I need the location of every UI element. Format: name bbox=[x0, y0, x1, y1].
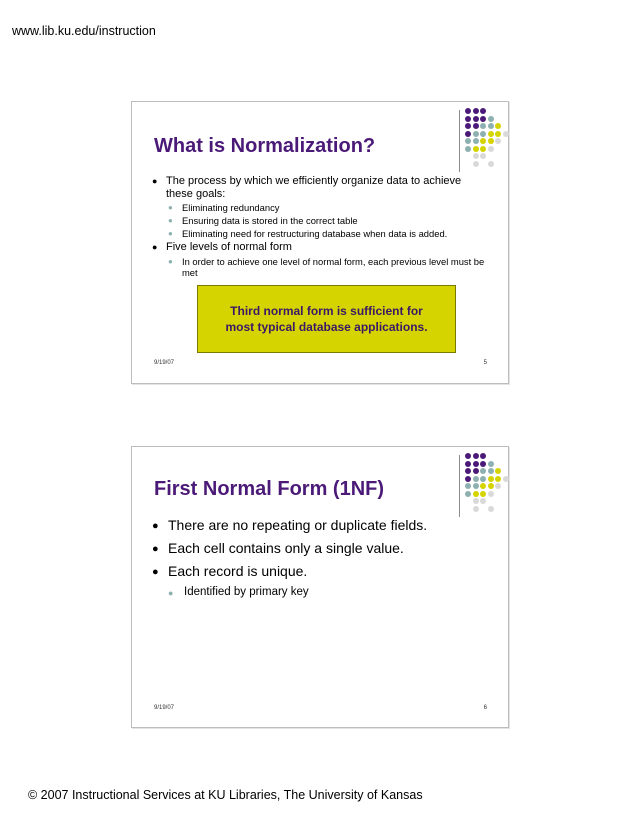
decorative-dot bbox=[488, 468, 494, 474]
slide-date: 9/19/07 bbox=[154, 360, 175, 366]
decorative-dot bbox=[495, 468, 501, 474]
decorative-dot bbox=[480, 146, 486, 152]
decorative-dot bbox=[473, 131, 479, 137]
sub-bullet-item: ● Eliminating need for restructuring database when data is added. bbox=[152, 228, 488, 239]
decorative-dot bbox=[488, 138, 494, 144]
decorative-dot bbox=[495, 483, 501, 489]
sub-bullet-item: ● Eliminating redundancy bbox=[152, 202, 488, 213]
sub-bullet-item: ● In order to achieve one level of normal form, each previous level must be met bbox=[152, 256, 488, 278]
decorative-dot bbox=[465, 108, 471, 114]
decorative-dot bbox=[488, 161, 494, 167]
decorative-dot bbox=[495, 138, 501, 144]
decorative-dot bbox=[473, 498, 479, 504]
slide-number: 6 bbox=[483, 705, 487, 711]
decorative-dot bbox=[480, 483, 486, 489]
slide-first-normal-form bbox=[131, 446, 509, 728]
bullet-item: ● Each cell contains only a single value. bbox=[152, 540, 488, 556]
decorative-dot bbox=[473, 153, 479, 159]
decorative-dot bbox=[495, 476, 501, 482]
decorative-dot bbox=[473, 116, 479, 122]
slide-what-is-normalization bbox=[131, 101, 509, 384]
decorative-dot bbox=[480, 453, 486, 459]
decorative-dot bbox=[465, 116, 471, 122]
decorative-dot bbox=[473, 138, 479, 144]
decorative-dot bbox=[473, 161, 479, 167]
decorative-dot bbox=[465, 131, 471, 137]
decorative-dot bbox=[488, 476, 494, 482]
decorative-dot bbox=[488, 123, 494, 129]
decorative-dot bbox=[480, 131, 486, 137]
bullet-list bbox=[152, 517, 488, 601]
decorative-dot bbox=[488, 146, 494, 152]
decorative-dot bbox=[503, 476, 509, 482]
sub-bullet-item: ● Ensuring data is stored in the correct table bbox=[152, 215, 488, 226]
page-footer: © 2007 Instructional Services at KU Libraries, The University of Kansas bbox=[28, 788, 423, 802]
decorative-dot bbox=[495, 123, 501, 129]
callout-box bbox=[197, 285, 456, 353]
decorative-dot bbox=[473, 506, 479, 512]
decorative-dot bbox=[465, 138, 471, 144]
decorative-dot bbox=[473, 146, 479, 152]
decorative-dot bbox=[465, 461, 471, 467]
slide-date: 9/19/07 bbox=[154, 705, 175, 711]
decorative-dot bbox=[473, 108, 479, 114]
decorative-dot bbox=[503, 131, 509, 137]
decorative-dot bbox=[488, 116, 494, 122]
decorative-dot bbox=[488, 461, 494, 467]
decorative-dot bbox=[488, 483, 494, 489]
decorative-dot bbox=[465, 468, 471, 474]
decorative-dot bbox=[473, 491, 479, 497]
decorative-dot bbox=[488, 506, 494, 512]
decorative-dot bbox=[488, 491, 494, 497]
slide-divider bbox=[459, 455, 460, 517]
decorative-dot bbox=[480, 116, 486, 122]
decorative-dot bbox=[465, 453, 471, 459]
decorative-dot bbox=[473, 476, 479, 482]
decorative-dot bbox=[473, 483, 479, 489]
decorative-dot bbox=[480, 108, 486, 114]
decorative-dot bbox=[480, 491, 486, 497]
decorative-dot bbox=[480, 138, 486, 144]
decorative-dot bbox=[480, 476, 486, 482]
decorative-dot bbox=[465, 476, 471, 482]
decorative-dot bbox=[480, 123, 486, 129]
decorative-dot bbox=[473, 461, 479, 467]
decorative-dot bbox=[480, 461, 486, 467]
bullet-item: ● The process by which we efficiently organize data to achieve these goals: bbox=[152, 175, 488, 200]
decorative-dot bbox=[480, 498, 486, 504]
decorative-dot bbox=[465, 483, 471, 489]
slide-number: 5 bbox=[483, 360, 487, 366]
decorative-dot bbox=[473, 468, 479, 474]
callout-line: Third normal form is sufficient for bbox=[230, 304, 423, 318]
bullet-item: ● There are no repeating or duplicate fields. bbox=[152, 517, 488, 533]
sub-bullet-item: ● Identified by primary key bbox=[152, 586, 488, 599]
decorative-dot bbox=[473, 453, 479, 459]
decorative-dot bbox=[480, 153, 486, 159]
decorative-dot bbox=[465, 146, 471, 152]
decorative-dot bbox=[465, 491, 471, 497]
bullet-item: ● Five levels of normal form bbox=[152, 241, 488, 254]
slide-divider bbox=[459, 110, 460, 172]
decorative-dot bbox=[495, 131, 501, 137]
bullet-item: ● Each record is unique. bbox=[152, 563, 488, 579]
slide-title: First Normal Form (1NF) bbox=[154, 478, 385, 500]
decorative-dot bbox=[488, 131, 494, 137]
decorative-dot bbox=[473, 123, 479, 129]
decorative-dot bbox=[480, 468, 486, 474]
header-url: www.lib.ku.edu/instruction bbox=[12, 24, 156, 38]
slide-title: What is Normalization? bbox=[154, 135, 376, 157]
bullet-list bbox=[152, 175, 488, 280]
callout-line: most typical database applications. bbox=[225, 320, 428, 334]
decorative-dot bbox=[465, 123, 471, 129]
